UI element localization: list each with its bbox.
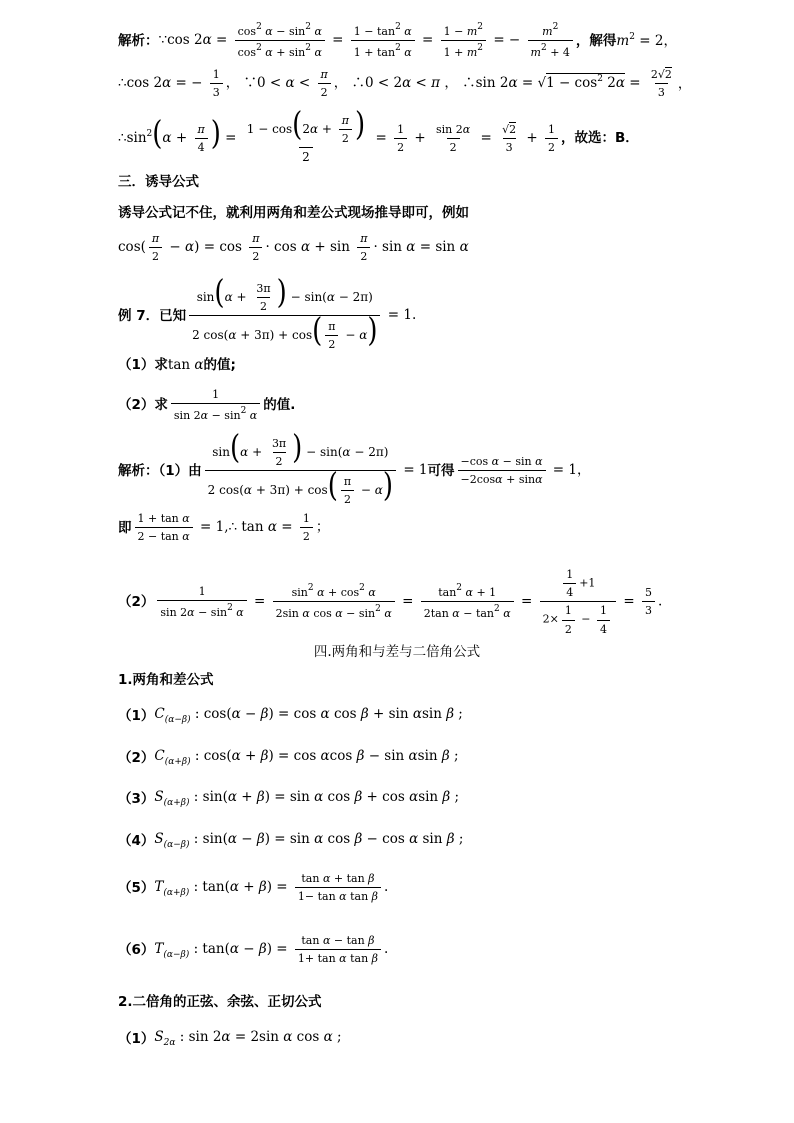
q2-end: 的值. bbox=[263, 397, 296, 414]
subsection-1-title: 1.两角和差公式 bbox=[118, 672, 214, 688]
q1-end: 的值; bbox=[203, 357, 236, 373]
formula-sin-squared: $\therefore\sin^2(\alpha$ + $\frac{\pi}{4}$ ) = 1 − cos(2α + $\frac{\pi}{2}$ ) 2 = $\frac{1}{2}$ + $\frac{\sin 2\alpha}{2}$ = $\frac{√2}{3}$ + $\frac{1}{2}$ bbox=[118, 112, 561, 165]
example-7 bbox=[118, 274, 417, 352]
solution-7-line-2: 即 $\frac{\text{1 + tan α}}{\text{2 − tan α}}$ = 1,∴ tan α = $\frac{1}{2}$ ； bbox=[118, 512, 330, 544]
f6-label: （6） bbox=[118, 941, 155, 958]
comma: ， bbox=[677, 75, 692, 92]
section-4-title: 四.两角和与差与二倍角公式 bbox=[313, 644, 481, 660]
solution-line-1 bbox=[118, 22, 677, 59]
subsection-2-title: 2.二倍角的正弦、余弦、正切公式 bbox=[118, 994, 322, 1010]
f3-label: （3） bbox=[118, 790, 155, 807]
formula-cos2a-expansion: ∵cos 2α = $\frac{\cos^2 \alpha - \sin^2 \alpha}{\cos^2 \alpha + \sin^2 \alpha}$ = $\frac{1 - \tan^2 \alpha}{1 + \tan^2 \alpha}$ = $\frac{1 - m^2}{1 + m^2}$ = − $\frac{m^2}{m^2 + 4}$ bbox=[159, 22, 576, 59]
solution-line-3 bbox=[118, 106, 639, 165]
q2-label: （2）求 bbox=[118, 397, 168, 414]
solution-7-line-1: 解析：（1）由 sin(α + $\frac{3\pi}{2}$ ) − sin(α − 2π) 2 cos(α + 3π) + cos( $\frac{\pi}{2}$ − α) = 1 可得 $\frac{\text{−cos α − sin α}}{-2\cos\alpha + \sin\alpha}$ = 1， bbox=[118, 429, 591, 507]
induction-example-formula: cos( $\frac{\pi}{2}$ − α) = cos $\frac{\pi}{2}$ · cos α + sin $\frac{\pi}{2}$ · sin α = sin α bbox=[118, 232, 469, 264]
section-3-intro: 诱导公式记不住，就利用两角和差公式现场推导即可，例如 bbox=[118, 205, 469, 221]
formula-s-plus: （3） $S_{(\alpha+\beta)}$ : sin(α + β) = sin α cos β + cos αsin β ; bbox=[118, 789, 460, 808]
sol-ie: 即 bbox=[118, 519, 132, 536]
q1-label: （1）求 bbox=[118, 357, 168, 373]
example-7-q1: （1）求 tan α 的值; bbox=[118, 357, 236, 373]
f2-label: （2） bbox=[118, 749, 155, 766]
formula-c-plus: （2） $C_{(\alpha+\beta)}$ : cos(α + β) = cos αcos β − sin αsin β ; bbox=[118, 748, 459, 767]
formula-m-squared: $m^2 = 2$， bbox=[616, 32, 677, 50]
formula-t-minus: （6） $T_{(\alpha-\beta)}$ : tan(α − β) = $\frac{\text{tan α − tan β}}{\text{1+ tan α tan β}}$ . bbox=[118, 934, 389, 966]
formula-s-minus: （4） $S_{(\alpha-\beta)}$ : sin(α − β) = sin α cos β − cos α sin β ; bbox=[118, 831, 464, 850]
f5-label: （5） bbox=[118, 879, 155, 896]
g1-label: （1） bbox=[118, 1030, 155, 1047]
example-7-equation: sin(α + $\frac{3\pi}{2}$ ) − sin(α − 2π) 2 cos(α + 3π) + cos( $\frac{\pi}{2}$ − α) = 1. bbox=[186, 280, 416, 351]
solution-line-2 bbox=[118, 68, 691, 99]
formula-s2a: （1） $S_{2\alpha}$ : sin 2α = 2sin α cos α ; bbox=[118, 1029, 342, 1048]
example-7-label: 例 7．已知 bbox=[118, 307, 187, 324]
sol-part2: （2） bbox=[118, 593, 155, 610]
sol-deduce: 可得 bbox=[427, 462, 455, 479]
solution-7-line-3: （2） $\frac{1}{\sin 2\alpha - \sin^2 \alpha}$ = $\frac{\sin^2 \alpha + \cos^2 \alpha}{2\sin \alpha \cos \alpha - \sin^2 \alpha}$ = $\frac{\tan^2 \alpha + 1}{2\tan \alpha - \tan^2 \alpha}$ = $\frac{1}{4}$ +1 2× $\frac{1}{2}$ − $\frac{1}{4}$ = $\frac{5}{3}$ . bbox=[118, 568, 663, 636]
formula-cos2a-value: ∴cos 2α = − $\frac{1}{3}$ ， ∵0 < α < $\frac{\pi}{2}$ ， ∴0 < 2α < π ， ∴sin $2\alpha = √1 - \cos^2 2\alpha$ = $\frac{2√2}{3}$ bbox=[118, 68, 672, 100]
solve-text: ，解得 bbox=[575, 32, 617, 49]
answer-choice: ，故选：B． bbox=[560, 130, 639, 147]
sol-label: 解析：（1）由 bbox=[118, 462, 202, 479]
solution-label: 解析： bbox=[118, 32, 159, 49]
example-7-q2: （2）求 $\frac{1}{\sin 2\alpha - \sin^2 \alpha}$ 的值. bbox=[118, 388, 296, 423]
formula-t-plus: （5） $T_{(\alpha+\beta)}$ : tan(α + β) = $\frac{\text{tan α + tan β}}{\text{1− tan α tan β}}$ . bbox=[118, 872, 389, 904]
f4-label: （4） bbox=[118, 832, 155, 849]
formula-c-minus: （1） $C_{(\alpha-\beta)}$ : cos(α − β) = cos α cos β + sin αsin β ; bbox=[118, 706, 463, 725]
f1-label: （1） bbox=[118, 707, 155, 724]
section-3-title: 三．诱导公式 bbox=[118, 174, 199, 190]
